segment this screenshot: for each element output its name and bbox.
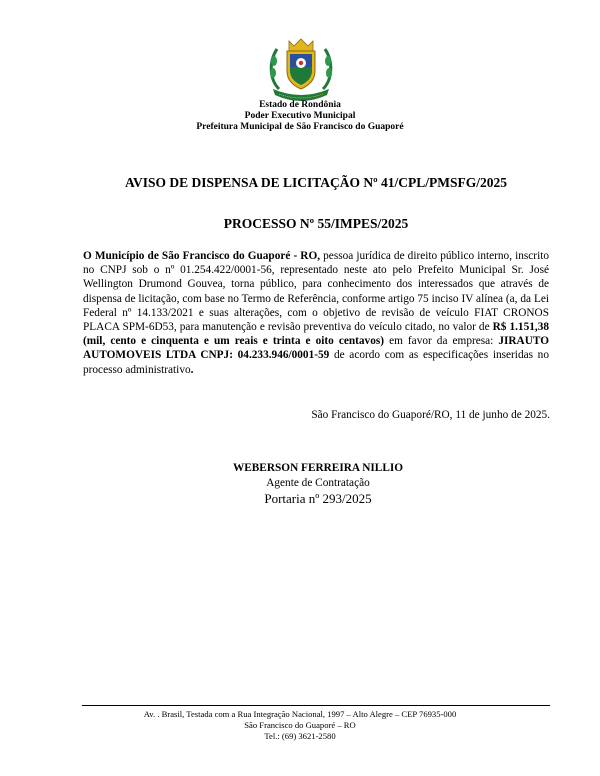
body-amount: R$ 1.151,38 (mil, cento e cinquenta e um reais e trinta e oito centavos) (83, 321, 550, 348)
executive-power: Poder Executivo Municipal (244, 111, 356, 121)
city-hall-name: Prefeitura Municipal de São Francisco do Guaporé (196, 122, 404, 132)
body-text-3: de acordo com as especificações inseridas no processo administrativo (83, 349, 549, 376)
signatory-role: Agente de Contratação (266, 477, 370, 489)
footer-address: Av. . Brasil, Testada com a Rua Integração Nacional, 1997 – Alto Alegre – CEP 76935-000 (143, 709, 457, 719)
footer-city: São Francisco do Guaporé – RO (244, 720, 356, 730)
body-municipality: O Município de São Francisco do Guaporé - RO, (83, 250, 321, 262)
notice-date: São Francisco do Guaporé/RO, 11 de junho de 2025. (311, 409, 550, 421)
body-text-2: em favor da empresa: (384, 335, 499, 348)
signatory-name: WEBERSON FERREIRA NILLIO (232, 462, 404, 474)
body-period: . (190, 363, 194, 376)
footer-phone: Tel.: (69) 3621-2580 (264, 731, 336, 741)
notice-body (83, 249, 549, 377)
body-text-1: pessoa jurídica de direito público interno, inscrito no CNPJ sob o nº 01.254.422/0001-56, representado neste ato pelo Prefeito Municipal Sr. José Wellington Drumond Gouvea, torna público, para conhecimento dos interessados que através de dispensa de licitação, com base no Termo de Referência, conforme artigo 75 inciso IV alínea (a, da Lei Federal nº 14.133/2021 e suas alterações, com o objetivo de revisão de veículo FIAT CRONOS PLACA SPM-6D53, para manutenção e revisão preventiva do veículo citado, no valor de (83, 250, 549, 334)
notice-title: AVISO DE DISPENSA DE LICITAÇÃO Nº 41/CPL/PMSFG/2025 (124, 175, 507, 190)
state-name: Estado de Rondônia (259, 100, 341, 110)
footer-divider (82, 705, 550, 706)
coat-of-arms-logo (265, 37, 337, 101)
signatory-ordinance: Portaria nº 293/2025 (264, 491, 372, 506)
process-number: PROCESSO Nº 55/IMPES/2025 (223, 216, 409, 231)
body-company: JIRAUTO AUTOMOVEIS LTDA CNPJ: 04.233.946/0001-59 (83, 335, 549, 362)
